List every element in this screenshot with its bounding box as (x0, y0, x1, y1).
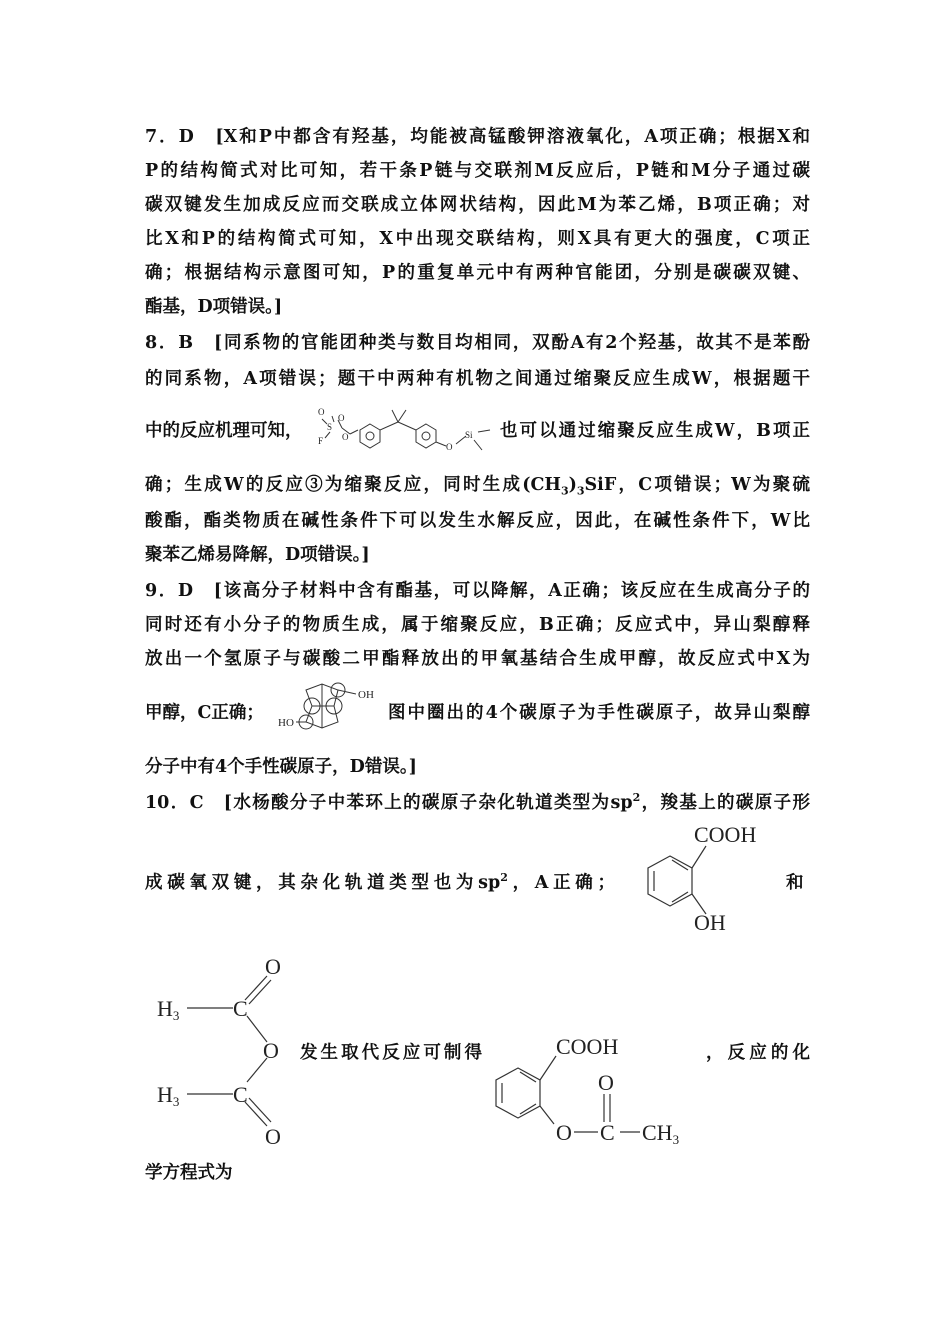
salicylic-acid-structure (630, 816, 780, 940)
q10-line-2-a: 成碳氧双键，其杂化轨道类型也为sp (145, 873, 501, 893)
q9-line-2: 同时还有小分子的物质生成，属于缩聚反应，B正确；反应式中，异山梨醇释 (145, 615, 810, 635)
aspirin-structure (490, 1028, 700, 1146)
anhydride-c-2: C (233, 1082, 248, 1107)
fluorosulfonyl-siloxy-bisphenol-structure (310, 402, 502, 452)
q9-line-3: 放出一个氢原子与碳酸二甲酯释放出的甲氧基结合生成甲醇，故反应式中X为 (145, 649, 810, 669)
anhydride-h3c-1: H3 (157, 996, 180, 1023)
q8-line-2: 的同系物，A项错误；题干中两种有机物之间通过缩聚反应生成W，根据题干 (145, 369, 810, 389)
q10-line-3-end: ，反应的化 (706, 1043, 810, 1063)
q10-line-2 (145, 866, 615, 900)
q7-line-3: 碳双键发生加成反应而交联成立体网状结构，因此M为苯乙烯，B项正确；对 (145, 195, 810, 215)
q10-line-3-mid: 发生取代反应可制得 (300, 1043, 482, 1063)
q10-line-1-sup: 2 (632, 791, 641, 805)
q9-line-1: 9．D [该高分子材料中含有酯基，可以降解，A正确；该反应在生成高分子的 (145, 581, 810, 601)
q8-line-1: 8．B [同系物的官能团种类与数目均相同，双酚A有2个羟基，故其不是苯酚 (145, 333, 810, 353)
q10-and: 和 (786, 873, 804, 893)
q8-line-6: 聚苯乙烯易降解，D项错误。] (145, 545, 370, 565)
q7-line-6: 酯基，D项错误。] (145, 297, 283, 317)
anhydride-o-2: O (265, 1124, 281, 1149)
q8-line-4-c: SiF，C项错误；W为聚硫 (584, 475, 810, 495)
q9-line-5: 分子中有4个手性碳原子，D错误。] (145, 757, 417, 777)
q8-line-3-end: 也可以通过缩聚反应生成W，B项正 (500, 421, 810, 441)
isosorbide-oh: OH (358, 689, 374, 701)
anhydride-o-bridge: O (263, 1038, 279, 1063)
structure-o-2: O (338, 413, 345, 423)
anhydride-c-1: C (233, 996, 248, 1021)
q7-line-5: 确；根据结构示意图可知，P的重复单元中有两种官能团，分别是碳碳双键、 (145, 263, 810, 283)
q8-line-5: 酸酯，酯类物质在碱性条件下可以发生水解反应，因此，在碱性条件下，W比 (145, 511, 810, 531)
q8-line-4-sub2: 3 (576, 484, 585, 498)
q10-line-4: 学方程式为 (145, 1163, 233, 1183)
salicylic-cooh: COOH (694, 822, 757, 847)
anhydride-o-1: O (265, 954, 281, 979)
q7-line-1: 7．D [X和P中都含有羟基，均能被高锰酸钾溶液氧化，A项正确；根据X和 (145, 127, 810, 147)
q9-line-4-start: 甲醇，C正确； (145, 703, 264, 723)
structure-o-3: O (342, 432, 349, 442)
salicylic-oh: OH (694, 910, 726, 935)
isosorbide-ho: HO (278, 717, 294, 729)
aspirin-o-carbonyl: O (598, 1070, 614, 1095)
q10-line-1-a: 10．C [水杨酸分子中苯环上的碳原子杂化轨道类型为sp (145, 793, 633, 813)
structure-si: Si (465, 430, 473, 440)
q8-line-4 (145, 468, 810, 502)
structure-f: F (318, 436, 324, 446)
acetic-anhydride-structure (155, 952, 300, 1148)
q10-line-1 (145, 786, 810, 820)
q8-line-4-b: ) (568, 475, 577, 495)
structure-o-4: O (446, 442, 453, 452)
q10-line-2-b: ，A正确； (507, 873, 615, 893)
structure-o-1: O (318, 407, 325, 417)
aspirin-ch3: CH3 (642, 1120, 680, 1147)
q7-line-4: 比X和P的结构简式可知，X中出现交联结构，则X具有更大的强度，C项正 (145, 229, 810, 249)
isosorbide-structure (276, 678, 386, 734)
aspirin-c: C (600, 1120, 615, 1145)
aspirin-cooh: COOH (556, 1034, 619, 1059)
q9-line-4-end: 图中圈出的4个碳原子为手性碳原子，故异山梨醇 (388, 703, 810, 723)
structure-s: S (327, 422, 333, 432)
q8-line-4-sub: 3 (560, 484, 569, 498)
q8-line-4-a: 确；生成W的反应③为缩聚反应，同时生成(CH (145, 475, 561, 495)
anhydride-h3c-2: H3 (157, 1082, 180, 1109)
q10-line-1-b: ，羧基上的碳原子形 (640, 793, 810, 813)
q8-line-3-start: 中的反应机理可知， (145, 421, 303, 441)
q10-line-2-sup: 2 (500, 871, 508, 885)
q7-line-2: P的结构简式对比可知，若干条P链与交联剂M反应后，P链和M分子通过碳 (145, 161, 810, 181)
aspirin-o-ester: O (556, 1120, 572, 1145)
